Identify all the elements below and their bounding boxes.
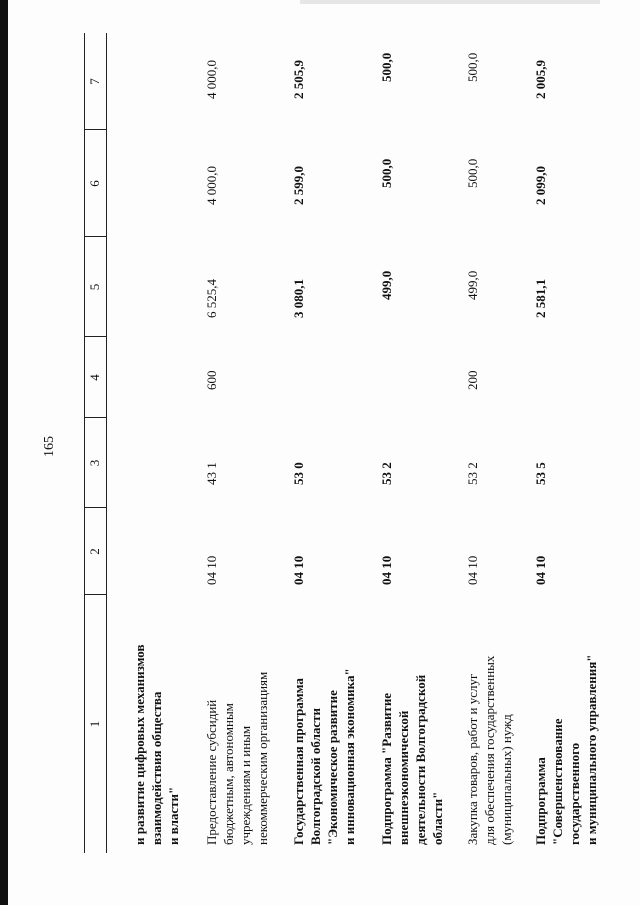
row-name-line: "Экономическое развитие	[325, 690, 340, 845]
cell-amount-7: 500,0	[379, 52, 394, 82]
row-name-line: государственного	[567, 742, 582, 845]
row-name-line: взаимодействия общества	[149, 691, 164, 845]
table-row-name	[464, 656, 515, 845]
cell-amount-6: 500,0	[379, 158, 394, 188]
cell-amount-5: 499,0	[379, 270, 394, 300]
cell-amount-5: 3 080,1	[291, 279, 306, 318]
row-name-line: "Совершенствование	[550, 718, 565, 845]
cell-amount-6: 2 099,0	[533, 166, 548, 205]
row-name-line: Волгоградской области	[308, 707, 323, 845]
cell-amount-6: 500,0	[465, 158, 480, 188]
row-name-line: и муниципального управления"	[584, 654, 599, 845]
cell-section: 04 10	[465, 555, 480, 585]
row-name-line: внешнеэкономической	[396, 710, 411, 845]
row-name-line: Подпрограмма	[533, 757, 548, 845]
col-header-7: 7	[87, 78, 102, 85]
col-header-2: 2	[87, 548, 102, 555]
table-row-name	[532, 654, 600, 845]
row-name-line: и власти"	[166, 786, 181, 845]
row-name-line: Предоставление субсидий	[204, 699, 219, 845]
cell-amount-7: 4 000,0	[204, 60, 219, 99]
col-header-5: 5	[87, 283, 102, 291]
row-name-line: для обеспечения государственных	[482, 655, 497, 845]
col-header-4: 4	[87, 374, 102, 381]
row-name-line: области"	[430, 791, 445, 845]
row-name-line: учреждениям и иным	[238, 725, 253, 845]
cell-amount-5: 6 525,4	[204, 279, 219, 318]
cell-amount-7: 2 005,9	[533, 60, 548, 99]
cell-target: 53 5	[533, 462, 548, 485]
table-row-name	[131, 645, 182, 846]
row-name-line: деятельности Волгоградской	[413, 674, 428, 845]
row-name-line: и инновационная экономика"	[342, 668, 357, 845]
cell-amount-7: 2 505,9	[291, 60, 306, 99]
row-name-line: некоммерческим организациям	[255, 671, 270, 845]
cell-target: 53 0	[291, 462, 306, 485]
cell-type: 200	[465, 370, 480, 390]
row-name-line: Закупка товаров, работ и услуг	[465, 673, 480, 845]
cell-amount-6: 4 000,0	[204, 166, 219, 205]
cell-target: 53 2	[465, 462, 480, 485]
cell-target: 43 1	[204, 462, 219, 485]
cell-section: 04 10	[204, 555, 219, 585]
header-bottom-rule	[106, 33, 107, 853]
cell-target: 53 2	[379, 462, 394, 485]
cell-section: 04 10	[533, 555, 548, 585]
col-header-3: 3	[87, 459, 102, 467]
col-header-6: 6	[87, 180, 102, 187]
table-row-name	[378, 675, 446, 845]
cell-type: 600	[204, 370, 219, 390]
row-name-line: (муниципальных) нужд	[499, 714, 514, 845]
row-name-line: и развитие цифровых механизмов	[132, 644, 147, 845]
row-name-line: Подпрограмма "Развитие	[379, 692, 394, 845]
cell-amount-6: 2 599,0	[291, 166, 306, 205]
table-row-name	[290, 668, 358, 845]
cell-section: 04 10	[379, 555, 394, 585]
cell-section: 04 10	[291, 555, 306, 585]
cell-amount-5: 2 581,1	[533, 279, 548, 318]
page-number: 165	[42, 436, 57, 457]
table-row-name	[203, 672, 271, 845]
row-name-line: бюджетным, автономным	[221, 703, 236, 845]
col-header-1: 1	[87, 720, 102, 728]
row-name-line: Государственная программа	[291, 678, 306, 845]
cell-amount-5: 499,0	[465, 270, 480, 300]
cell-amount-7: 500,0	[465, 52, 480, 82]
